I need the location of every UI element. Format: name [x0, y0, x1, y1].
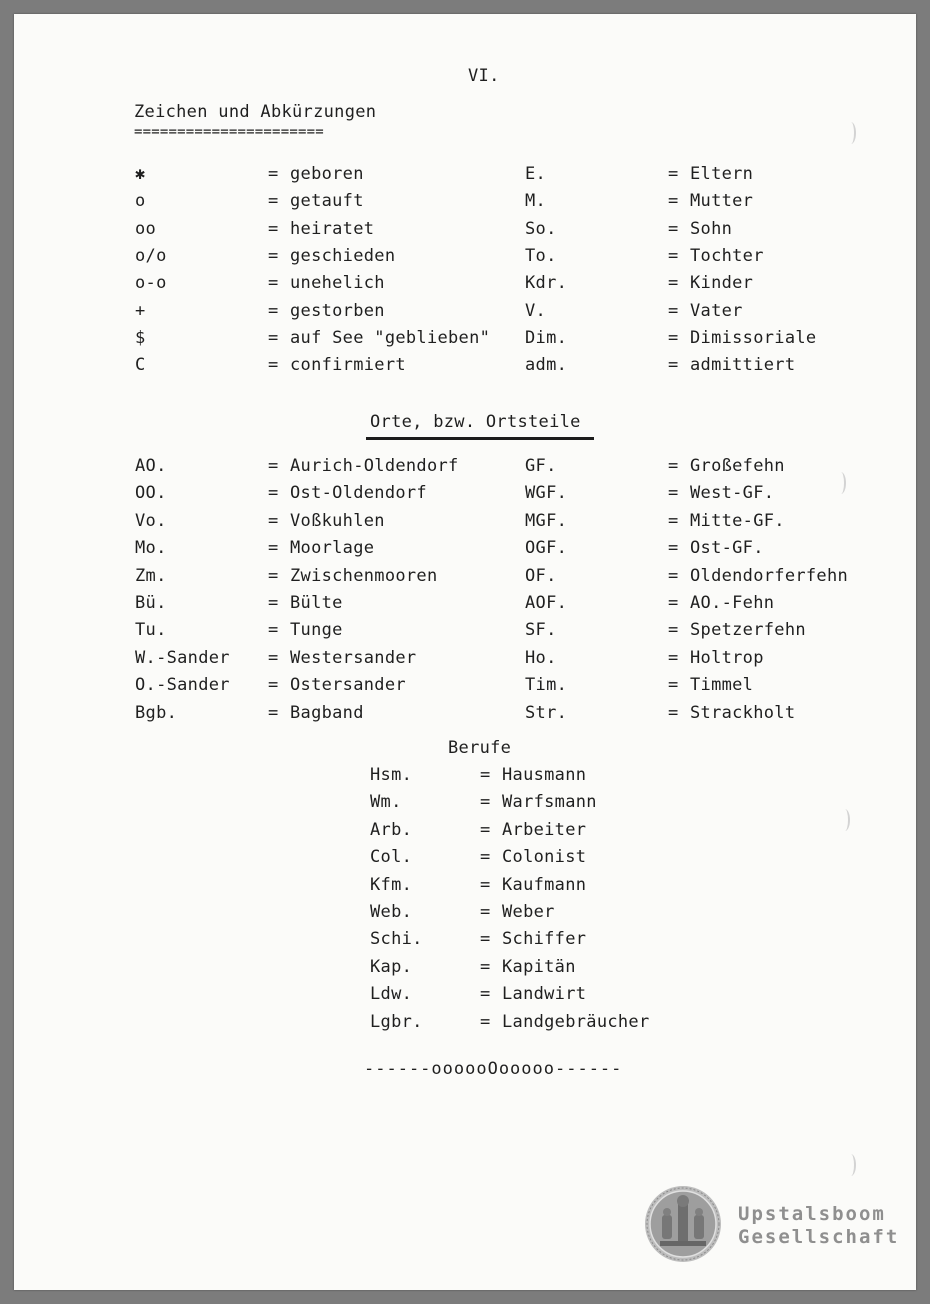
equals-sign: =: [668, 218, 679, 239]
scan-mark: [836, 472, 846, 494]
abbreviation: M.: [525, 191, 547, 212]
place-abbreviation: Tim.: [525, 675, 568, 696]
profession-abbreviation: Hsm.: [370, 765, 413, 785]
place-abbreviation: Tu.: [135, 620, 167, 641]
equals-sign: =: [480, 929, 491, 950]
equals-sign: =: [268, 565, 279, 586]
place-abbreviation: OF.: [525, 565, 557, 586]
equals-sign: =: [268, 456, 279, 476]
profession-abbreviation: Web.: [370, 902, 413, 922]
profession-name: Landwirt: [502, 984, 587, 1005]
equals-sign: =: [668, 327, 679, 348]
equals-sign: =: [268, 675, 279, 696]
table-row: [14, 929, 916, 951]
equals-sign: =: [268, 538, 279, 559]
equals-sign: =: [480, 847, 491, 868]
place-abbreviation: OO.: [135, 483, 167, 504]
equals-sign: =: [268, 327, 279, 348]
equals-sign: =: [668, 510, 679, 531]
meaning: unehelich: [290, 273, 385, 294]
abbreviation: V.: [525, 300, 547, 321]
place-abbreviation: SF.: [525, 620, 557, 641]
table-row: [14, 620, 916, 642]
equals-sign: =: [480, 765, 491, 785]
table-row: [14, 511, 916, 533]
abbreviation: To.: [525, 245, 557, 266]
place-name: Oldendorferfehn: [690, 565, 849, 586]
profession-name: Kaufmann: [502, 874, 587, 895]
equals-sign: =: [668, 456, 679, 476]
place-abbreviation: AO.: [135, 456, 167, 476]
table-row: [14, 703, 916, 725]
place-abbreviation: Vo.: [135, 510, 167, 531]
table-row: [14, 355, 916, 377]
profession-name: Colonist: [502, 847, 587, 868]
table-row: [14, 648, 916, 670]
place-name: Ostersander: [290, 675, 406, 696]
table-row: [14, 675, 916, 697]
society-brand-text: [738, 1203, 899, 1249]
profession-abbreviation: Schi.: [370, 929, 423, 950]
equals-sign: =: [268, 647, 279, 668]
place-name: Holtrop: [690, 647, 764, 668]
meaning: Sohn: [690, 218, 733, 239]
profession-name: Schiffer: [502, 929, 587, 950]
meaning: Kinder: [690, 273, 754, 294]
equals-sign: =: [268, 164, 279, 184]
place-abbreviation: O.-Sander: [135, 675, 230, 696]
meaning: auf See "geblieben": [290, 327, 491, 348]
abbreviation: Dim.: [525, 327, 568, 348]
scan-mark: [840, 809, 850, 831]
equals-sign: =: [268, 218, 279, 239]
place-name: AO.-Fehn: [690, 593, 775, 613]
abbreviation: E.: [525, 164, 547, 184]
equals-sign: =: [480, 984, 491, 1005]
equals-sign: =: [268, 191, 279, 212]
abbreviation: Kdr.: [525, 273, 568, 294]
table-row: [14, 847, 916, 869]
place-abbreviation: Ho.: [525, 647, 557, 668]
table-row: [14, 273, 916, 295]
symbol: o/o: [135, 245, 167, 266]
equals-sign: =: [668, 245, 679, 266]
place-name: Strackholt: [690, 702, 796, 723]
brand-line-1: Upstalsboom: [738, 1203, 886, 1225]
profession-abbreviation: Arb.: [370, 819, 413, 840]
symbol: ✱: [135, 164, 146, 184]
place-name: Voßkuhlen: [290, 510, 385, 531]
profession-abbreviation: Ldw.: [370, 984, 413, 1005]
place-abbreviation: Zm.: [135, 565, 167, 586]
meaning: gestorben: [290, 300, 385, 321]
equals-sign: =: [268, 355, 279, 376]
place-name: Moorlage: [290, 538, 375, 559]
place-name: Zwischenmooren: [290, 565, 438, 586]
meaning: Vater: [690, 300, 743, 321]
equals-sign: =: [668, 565, 679, 586]
table-row: [14, 164, 916, 186]
place-name: Aurich-Oldendorf: [290, 456, 459, 476]
profession-abbreviation: Wm.: [370, 792, 402, 813]
equals-sign: =: [668, 191, 679, 212]
equals-sign: =: [668, 273, 679, 294]
heading-underline: ======================: [134, 124, 324, 140]
document-page: [14, 14, 916, 1290]
meaning: getauft: [290, 191, 364, 212]
place-name: Spetzerfehn: [690, 620, 806, 641]
place-name: Tunge: [290, 620, 343, 641]
place-name: Bülte: [290, 593, 343, 613]
equals-sign: =: [668, 300, 679, 321]
place-abbreviation: Bgb.: [135, 702, 178, 723]
closing-ornament: ------oooooOooooo------: [364, 1059, 623, 1079]
meaning: geschieden: [290, 245, 396, 266]
table-row: [14, 328, 916, 350]
scan-mark: [846, 122, 856, 144]
equals-sign: =: [668, 675, 679, 696]
heading-rule: [366, 437, 594, 440]
equals-sign: =: [268, 483, 279, 504]
equals-sign: =: [668, 620, 679, 641]
table-row: [14, 765, 916, 787]
table-row: [14, 792, 916, 814]
symbol: +: [135, 300, 146, 321]
table-row: [14, 566, 916, 588]
table-row: [14, 593, 916, 615]
symbol: $: [135, 327, 146, 348]
meaning: geboren: [290, 164, 364, 184]
place-name: Ost-GF.: [690, 538, 764, 559]
place-abbreviation: W.-Sander: [135, 647, 230, 668]
table-row: [14, 984, 916, 1006]
brand-line-2: Gesellschaft: [738, 1226, 900, 1248]
equals-sign: =: [268, 702, 279, 723]
equals-sign: =: [668, 164, 679, 184]
meaning: Dimissoriale: [690, 327, 817, 348]
meaning: Mutter: [690, 191, 754, 212]
table-row: [14, 538, 916, 560]
abbreviation: So.: [525, 218, 557, 239]
equals-sign: =: [480, 902, 491, 922]
profession-name: Hausmann: [502, 765, 587, 785]
profession-name: Arbeiter: [502, 819, 587, 840]
meaning: confirmiert: [290, 355, 406, 376]
place-abbreviation: OGF.: [525, 538, 568, 559]
equals-sign: =: [480, 874, 491, 895]
equals-sign: =: [480, 819, 491, 840]
equals-sign: =: [268, 510, 279, 531]
table-row: [14, 875, 916, 897]
page-number: VI.: [468, 66, 500, 86]
table-row: [14, 820, 916, 842]
equals-sign: =: [480, 1011, 491, 1032]
meaning: heiratet: [290, 218, 375, 239]
abbreviation: adm.: [525, 355, 568, 376]
place-name: Ost-Oldendorf: [290, 483, 427, 504]
place-abbreviation: GF.: [525, 456, 557, 476]
table-row: [14, 902, 916, 924]
scan-mark: [846, 1154, 856, 1176]
symbol: oo: [135, 218, 157, 239]
profession-abbreviation: Col.: [370, 847, 413, 868]
equals-sign: =: [480, 792, 491, 813]
table-row: [14, 219, 916, 241]
profession-name: Landgebräucher: [502, 1011, 650, 1032]
table-row: [14, 191, 916, 213]
section-heading-symbols: Zeichen und Abkürzungen: [134, 102, 377, 122]
place-abbreviation: AOF.: [525, 593, 568, 613]
symbol: C: [135, 355, 146, 376]
equals-sign: =: [268, 593, 279, 613]
section-heading-professions: Berufe: [448, 738, 512, 758]
place-abbreviation: MGF.: [525, 510, 568, 531]
profession-abbreviation: Lgbr.: [370, 1011, 423, 1032]
profession-name: Warfsmann: [502, 792, 597, 813]
place-name: Bagband: [290, 702, 364, 723]
equals-sign: =: [480, 956, 491, 977]
equals-sign: =: [668, 647, 679, 668]
place-name: West-GF.: [690, 483, 775, 504]
place-name: Großefehn: [690, 456, 785, 476]
table-row: [14, 483, 916, 505]
equals-sign: =: [668, 538, 679, 559]
profession-abbreviation: Kap.: [370, 956, 413, 977]
table-row: [14, 301, 916, 323]
place-name: Westersander: [290, 647, 417, 668]
equals-sign: =: [268, 620, 279, 641]
table-row: [14, 957, 916, 979]
place-name: Mitte-GF.: [690, 510, 785, 531]
symbol: o: [135, 191, 146, 212]
symbol: o-o: [135, 273, 167, 294]
place-abbreviation: WGF.: [525, 483, 568, 504]
equals-sign: =: [668, 355, 679, 376]
equals-sign: =: [668, 593, 679, 613]
table-row: [14, 246, 916, 268]
place-abbreviation: Bü.: [135, 593, 167, 613]
society-seal-icon: [644, 1185, 722, 1263]
equals-sign: =: [668, 483, 679, 504]
table-row: [14, 456, 916, 478]
equals-sign: =: [668, 702, 679, 723]
equals-sign: =: [268, 273, 279, 294]
profession-name: Kapitän: [502, 956, 576, 977]
section-heading-places: Orte, bzw. Ortsteile: [370, 412, 581, 432]
meaning: Tochter: [690, 245, 764, 266]
place-abbreviation: Str.: [525, 702, 568, 723]
profession-name: Weber: [502, 902, 555, 922]
equals-sign: =: [268, 300, 279, 321]
place-name: Timmel: [690, 675, 754, 696]
meaning: admittiert: [690, 355, 796, 376]
table-row: [14, 1012, 916, 1034]
meaning: Eltern: [690, 164, 754, 184]
place-abbreviation: Mo.: [135, 538, 167, 559]
equals-sign: =: [268, 245, 279, 266]
profession-abbreviation: Kfm.: [370, 874, 413, 895]
